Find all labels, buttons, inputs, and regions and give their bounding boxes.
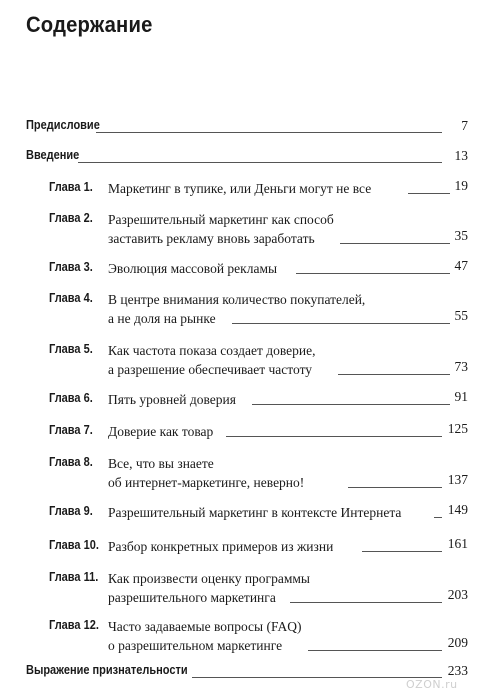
- leader-dots: [362, 551, 442, 552]
- chapter-title-line: об интернет-маркетинге, неверно!: [108, 475, 305, 490]
- chapter-title-line: В центре внимания количество покупателей,: [108, 292, 366, 307]
- chapter-title-line: Как произвести оценку программы: [108, 571, 310, 586]
- leader-dots: [408, 193, 450, 194]
- page-number: 209: [447, 635, 468, 650]
- leader-dots: [192, 677, 442, 678]
- page-number: 91: [454, 389, 468, 404]
- leader-dots: [78, 162, 442, 163]
- chapter-label: Глава 1.: [49, 180, 93, 194]
- entry-title: Введение: [26, 148, 80, 162]
- chapter-title-line: Разбор конкретных примеров из жизни: [108, 539, 334, 554]
- chapter-title-line: Разрешительный маркетинг в контексте Интернета: [108, 505, 402, 520]
- watermark-logo: OZON.ru: [406, 678, 458, 691]
- chapter-title-line: Часто задаваемые вопросы (FAQ): [108, 619, 302, 634]
- page-number: 203: [447, 587, 468, 602]
- leader-dots: [348, 487, 442, 488]
- leader-dots: [232, 323, 450, 324]
- page-number: 233: [447, 663, 468, 678]
- chapter-title-line: разрешительного маркетинга: [108, 590, 276, 605]
- chapter-label: Глава 4.: [49, 291, 93, 305]
- chapter-title-line: Пять уровней доверия: [108, 392, 236, 407]
- page-number: 47: [454, 258, 468, 273]
- page-number: 161: [447, 536, 468, 551]
- chapter-label: Глава 3.: [49, 260, 93, 274]
- chapter-title-line: о разрешительном маркетинге: [108, 638, 283, 653]
- page-number: 19: [454, 178, 468, 193]
- leader-dots: [434, 517, 442, 518]
- leader-dots: [308, 650, 442, 651]
- leader-dots: [338, 374, 450, 375]
- chapter-label: Глава 12.: [49, 618, 99, 632]
- chapter-label: Глава 5.: [49, 342, 93, 356]
- leader-dots: [296, 273, 450, 274]
- chapter-title-line: Все, что вы знаете: [108, 456, 214, 471]
- page-number: 13: [454, 148, 468, 163]
- chapter-label: Глава 6.: [49, 391, 93, 405]
- chapter-label: Глава 11.: [49, 570, 99, 584]
- chapter-title-line: заставить рекламу вновь заработать: [108, 231, 315, 246]
- chapter-title-line: Маркетинг в тупике, или Деньги могут не все: [108, 181, 372, 196]
- leader-dots: [96, 132, 442, 133]
- page-number: 55: [454, 308, 468, 323]
- page-title: Содержание: [26, 12, 153, 37]
- page-number: 137: [447, 472, 468, 487]
- page-number: 35: [454, 228, 468, 243]
- entry-title: Предисловие: [26, 118, 100, 132]
- chapter-label: Глава 8.: [49, 455, 93, 469]
- chapter-label: Глава 10.: [49, 538, 99, 552]
- entry-title: Выражение признательности: [26, 663, 188, 677]
- chapter-title-line: Разрешительный маркетинг как способ: [108, 212, 334, 227]
- leader-dots: [226, 436, 442, 437]
- leader-dots: [252, 404, 450, 405]
- page-number: 125: [447, 421, 468, 436]
- chapter-label: Глава 9.: [49, 504, 93, 518]
- chapter-title-line: Доверие как товар: [108, 424, 214, 439]
- leader-dots: [340, 243, 450, 244]
- page-number: 7: [461, 118, 468, 133]
- chapter-title-line: а разрешение обеспечивает частоту: [108, 362, 313, 377]
- page-number: 149: [447, 502, 468, 517]
- leader-dots: [290, 602, 442, 603]
- page-number: 73: [454, 359, 468, 374]
- chapter-label: Глава 2.: [49, 211, 93, 225]
- chapter-label: Глава 7.: [49, 423, 93, 437]
- chapter-title-line: Эволюция массовой рекламы: [108, 261, 278, 276]
- chapter-title-line: Как частота показа создает доверие,: [108, 343, 316, 358]
- chapter-title-line: а не доля на рынке: [108, 311, 216, 326]
